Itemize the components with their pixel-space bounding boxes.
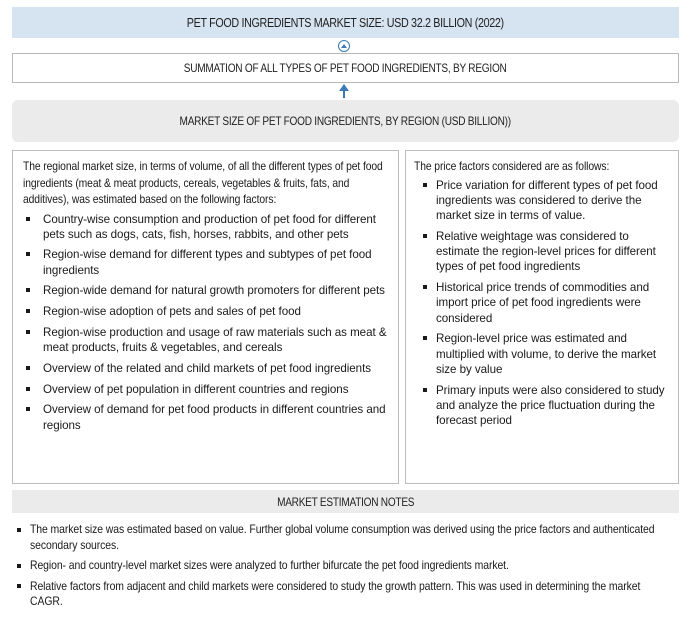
estimation-notes-list (12, 522, 679, 615)
volume-factors-list (23, 212, 388, 433)
region-market-size-box (12, 100, 679, 142)
summation-box (12, 53, 679, 83)
bullet-icon (26, 217, 30, 221)
price-factors-intro: The price factors considered are as follows: (414, 159, 610, 173)
circle-arrow-up-icon (338, 40, 350, 52)
list-item-text: Overview of the related and child markets of pet food ingredients (43, 361, 371, 375)
list-item-text: Region-wide demand for natural growth promoters for different pets (43, 284, 385, 298)
list-item-text: Relative weightage was considered to estimate the region-level prices for different types of pet food ingredients (436, 229, 656, 274)
list-item-text: Region-wise adoption of pets and sales of pet food (43, 305, 301, 319)
bullet-icon (423, 183, 427, 187)
bullet-icon (17, 584, 21, 588)
bullet-icon (423, 336, 427, 340)
volume-factors-panel (12, 150, 399, 484)
list-item-text: Region-wise production and usage of raw materials such as meat & meat products, fruits & vegetables, and cereals (43, 325, 387, 355)
bullet-icon (26, 309, 30, 313)
list-item (23, 325, 388, 356)
list-item-text: Price variation for different types of pet food ingredients was considered to derive the market size in terms of value. (436, 178, 658, 223)
list-item (23, 402, 388, 433)
estimation-notes-title: MARKET ESTIMATION NOTES (276, 494, 415, 509)
market-size-title: PET FOOD INGREDIENTS MARKET SIZE: USD 32.2 BILLION (2022) (187, 15, 504, 30)
list-item-text: Overview of pet population in different countries and regions (43, 382, 349, 396)
list-item (12, 558, 679, 574)
region-market-size-label: MARKET SIZE OF PET FOOD INGREDIENTS, BY REGION (USD BILLION)) (179, 114, 512, 128)
bullet-icon (423, 388, 427, 392)
bullet-icon (26, 366, 30, 370)
bullet-icon (26, 252, 30, 256)
list-item-text: Relative factors from adjacent and child markets were considered to study the growth pattern. This was used in determining the market CAGR. (30, 578, 641, 609)
list-item-text: Overview of demand for pet food products in different countries and regions (43, 403, 386, 432)
bullet-icon (26, 407, 30, 411)
list-item-text: Region-wise demand for different types and subtypes of pet food ingredients (43, 248, 372, 277)
list-item (12, 522, 679, 553)
bullet-icon (17, 528, 21, 532)
list-item-text: The market size was estimated based on value. Further global volume consumption was derived using the price factors and authenticated secondary sources. (30, 522, 655, 552)
list-item (23, 212, 388, 243)
arrow-up-icon (339, 84, 349, 98)
bullet-icon (26, 387, 30, 391)
market-size-banner (12, 7, 679, 38)
list-item (414, 178, 670, 224)
bullet-icon (17, 564, 21, 568)
list-item (23, 247, 388, 278)
list-item (23, 304, 388, 319)
estimation-notes-header (12, 490, 679, 513)
list-item-text: Region-level price was estimated and multiplied with volume, to derive the market size by value (436, 332, 657, 376)
price-factors-list (414, 178, 670, 429)
list-item (23, 283, 388, 298)
list-item (414, 280, 670, 326)
list-item (414, 383, 670, 429)
volume-factors-intro: The regional market size, in terms of volume, of all the different types of pet food ingredients (meat & meat products, cereals, vegetables & fruits, fats, and additives), was estimated based on the following factors: (23, 159, 383, 206)
list-item-text: Country-wise consumption and production of pet food for different pets such as dogs, cats, fish, horses, rabbits, and other pets (43, 212, 376, 241)
list-item (23, 382, 388, 397)
list-item (12, 579, 679, 610)
list-item-text: Historical price trends of commodities and import price of pet food ingredients were considered (436, 281, 650, 325)
list-item (414, 331, 670, 377)
list-item-text: Primary inputs were also considered to study and analyze the price fluctuation during the forecast period (436, 383, 665, 428)
bullet-icon (26, 330, 30, 334)
list-item (414, 229, 670, 275)
list-item (23, 361, 388, 376)
bullet-icon (423, 234, 427, 238)
bullet-icon (423, 285, 427, 289)
price-factors-panel (405, 150, 679, 484)
summation-label: SUMMATION OF ALL TYPES OF PET FOOD INGREDIENTS, BY REGION (184, 61, 507, 75)
bullet-icon (26, 288, 30, 292)
list-item-text: Region- and country-level market sizes were analyzed to further bifurcate the pet food ingredients market. (30, 558, 509, 573)
